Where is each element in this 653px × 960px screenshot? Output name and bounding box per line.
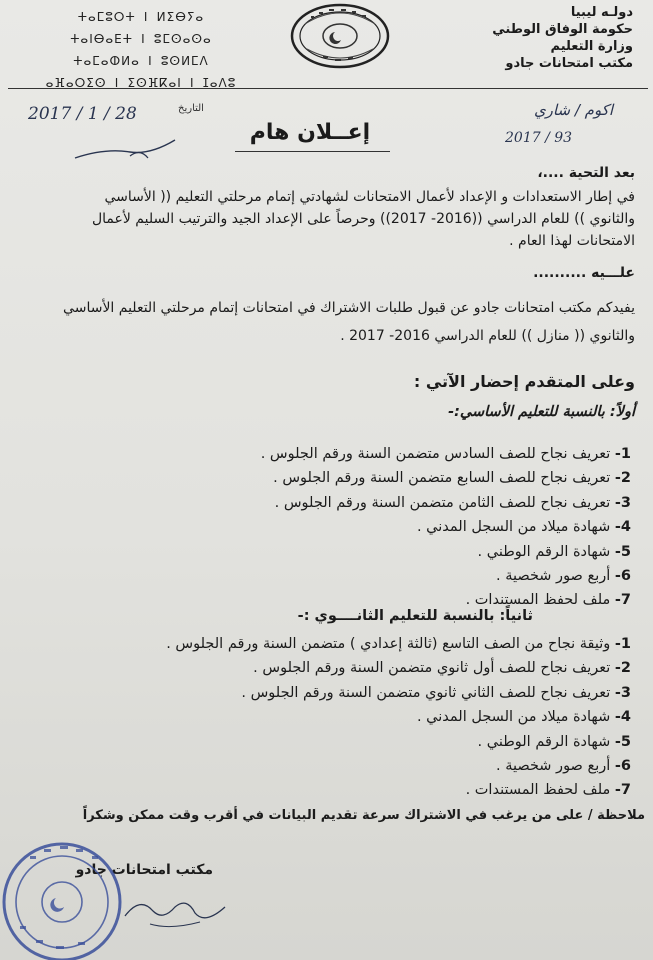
reference-number: 2017 / 93 bbox=[505, 130, 573, 146]
date-label: التاريخ bbox=[178, 103, 204, 114]
list-item: 4- شهادة ميلاد من السجل المدني . bbox=[416, 709, 631, 726]
greeting: بعد التحية ....، bbox=[537, 165, 635, 181]
announcement-line: والثانوي (( منازل )) للعام الدراسي 2016- 2017 . bbox=[340, 328, 635, 344]
office-stamp-icon bbox=[0, 826, 140, 960]
list-item: 2- تعريف نجاح للصف السابع متضمن السنة ورقم الجلوس . bbox=[273, 470, 631, 487]
intro-line: والثانوي )) للعام الدراسي ((2016- 2017)) وحرصاً على الإعداد الجيد والترتيب السليم لأعمال bbox=[91, 211, 635, 227]
header-country: دولـه ليبيا bbox=[570, 5, 633, 20]
list-item: 3- تعريف نجاح للصف الثامن متضمن السنة ورقم الجلوس . bbox=[274, 494, 631, 511]
header-arabic bbox=[433, 4, 633, 72]
header-tifinagh-line: ⵜⴰⵎⴰⵀⵍⴰ ⵏ ⵓⵙⵍⵎⴷ bbox=[73, 54, 209, 68]
alayh: علـــيه .......... bbox=[533, 265, 635, 281]
list-item: 7- ملف لحفظ المستندات . bbox=[465, 592, 631, 609]
header-tifinagh bbox=[26, 6, 256, 94]
list-item: 1- وثيقة نجاح من الصف التاسع (ثالثة إعدادي ) متضمن السنة ورقم الجلوس . bbox=[166, 636, 631, 652]
header-government: حكومة الوفاق الوطني bbox=[492, 22, 633, 37]
title-underline bbox=[235, 151, 390, 152]
list-item: 2- تعريف نجاح للصف أول ثانوي متضمن السنة ورقم الجلوس . bbox=[253, 660, 631, 677]
list-item: 5- شهادة الرقم الوطني . bbox=[477, 733, 631, 750]
list-item: 6- أربع صور شخصية . bbox=[496, 758, 631, 775]
date-value: 2017 / 1 / 28 bbox=[28, 104, 137, 124]
header-tifinagh-line: ⵜⴰⵏⴱⴰⴹⵜ ⵏ ⵓⵎⵙⴰⵙⴰ bbox=[70, 32, 212, 46]
header-office: مكتب امتحانات جادو bbox=[505, 56, 633, 71]
reference-handwritten: اكوم / شاري bbox=[533, 101, 613, 119]
section-secondary-heading: ثانياً: بالنسبة للتعليم الثانــــوي :- bbox=[297, 608, 533, 624]
intro-paragraph bbox=[15, 186, 635, 252]
signature-office: مكتب امتحانات جادو bbox=[75, 862, 213, 878]
requirements-heading: وعلى المتقدم إحضار الآتي : bbox=[413, 372, 635, 391]
list-item: 1- تعريف نجاح للصف السادس متضمن السنة ورقم الجلوس . bbox=[260, 446, 631, 462]
announcement-paragraph bbox=[15, 294, 635, 350]
intro-line: الامتحانات لهذا العام . bbox=[509, 233, 635, 249]
page-title: إعــلان هام bbox=[249, 120, 371, 145]
announcement-line: يفيدكم مكتب امتحانات جادو عن قبول طلبات الاشتراك في امتحانات إتمام مرحلتي التعليم الأساسي bbox=[63, 300, 635, 316]
section-basic-list bbox=[31, 442, 631, 613]
list-item: 5- شهادة الرقم الوطني . bbox=[477, 543, 631, 560]
ministry-seal-icon bbox=[285, 2, 395, 70]
header-tifinagh-line: ⴰⴼⴰⵔⵉⵙ ⵏ ⵉⵙⴼⴽⴰⵏ ⵏ ⵊⴰⴷⵓ bbox=[45, 76, 237, 90]
header-tifinagh-line: ⵜⴰⵎⵓⵔⵜ ⵏ ⵍⵉⴱⵢⴰ bbox=[77, 10, 205, 24]
list-item: 3- تعريف نجاح للصف الثاني ثانوي متضمن السنة ورقم الجلوس . bbox=[241, 684, 631, 701]
list-item: 4- شهادة ميلاد من السجل المدني . bbox=[416, 519, 631, 536]
list-item: 7- ملف لحفظ المستندات . bbox=[465, 782, 631, 799]
section-secondary-list bbox=[31, 632, 631, 803]
note: ملاحظة / على من يرغب في الاشتراك سرعة تقديم البيانات في أقرب وقت ممكن وشكراً bbox=[82, 808, 645, 823]
intro-line: في إطار الاستعدادات و الإعداد لأعمال الامتحانات لشهادتي إتمام مرحلتي التعليم (( الأساسي bbox=[104, 189, 635, 205]
section-basic-heading: أولاً: بالنسبة للتعليم الأساسي:- bbox=[448, 404, 635, 420]
header-ministry: وزارة التعليم bbox=[550, 39, 633, 54]
list-item: 6- أربع صور شخصية . bbox=[496, 568, 631, 585]
header-divider bbox=[8, 88, 648, 89]
